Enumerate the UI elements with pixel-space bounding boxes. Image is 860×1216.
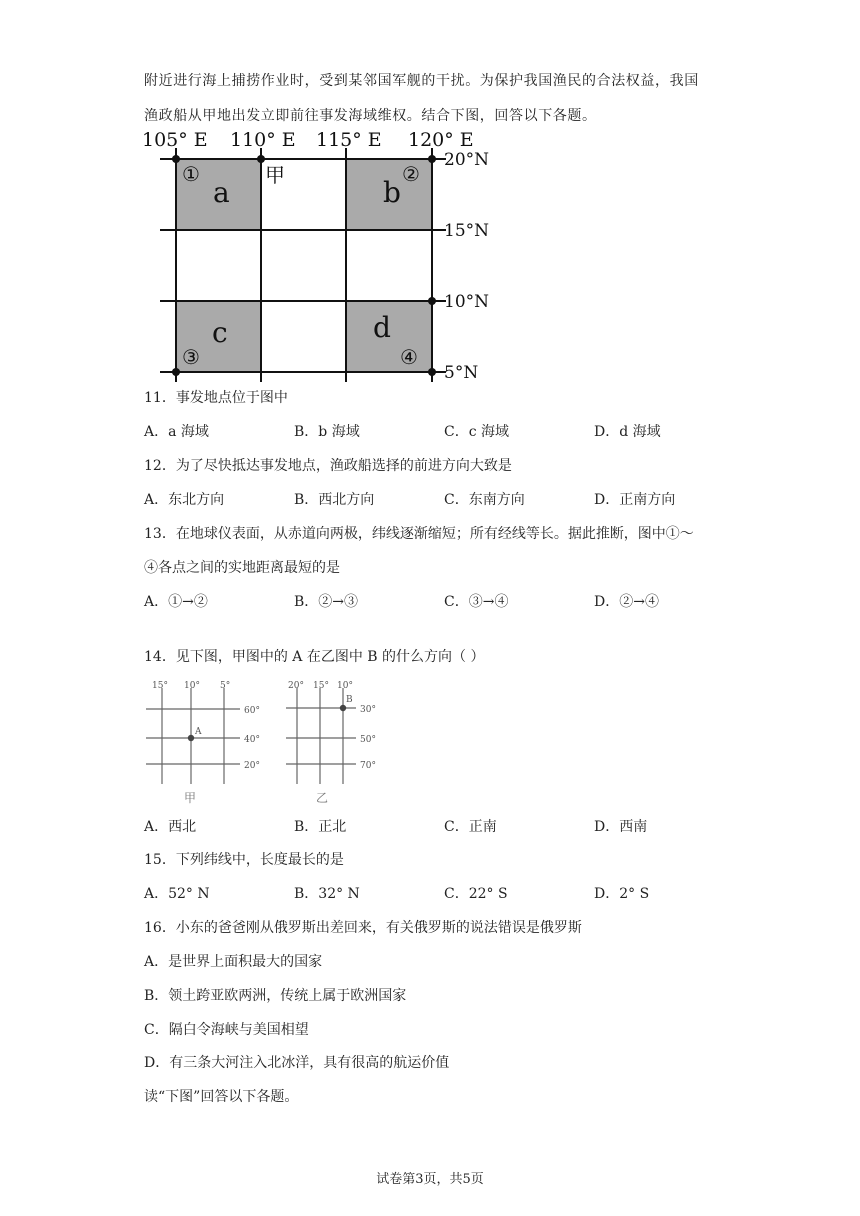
yi-lat-50: 50° [360, 735, 376, 745]
point-b-label: B [346, 695, 353, 705]
lat-label-10: 10°N [444, 292, 490, 312]
q13-option-c: C．③→④ [444, 594, 509, 610]
question-14-stem: 14．见下图，甲图中的 A 在乙图中 B 的什么方向（ ） [144, 649, 485, 665]
q13-option-d: D．②→④ [594, 594, 659, 610]
lat-label-15: 15°N [444, 221, 490, 241]
region-d-label: d [373, 311, 391, 344]
point-jia-dot [257, 155, 265, 163]
jia-lon-15: 15° [152, 681, 168, 691]
question-13-stem: 13．在地球仪表面，从赤道向两极，纬线逐渐缩短；所有经线等长。据此推断，图中①～ [144, 526, 694, 542]
q14-option-d: D．西南 [594, 819, 648, 835]
yi-caption: 乙 [316, 791, 329, 805]
point-3-dot [172, 368, 180, 376]
q13-option-b: B．②→③ [294, 594, 359, 610]
q14-option-a: A．西北 [144, 819, 197, 835]
point-3-label: ③ [182, 345, 200, 369]
q12-option-c: C．东南方向 [444, 492, 525, 508]
closing-instruction: 读“下图”回答以下各题。 [144, 1089, 299, 1105]
region-b-label: b [383, 176, 401, 209]
q16-option-d: D．有三条大河注入北冰洋，具有很高的航运价值 [144, 1055, 450, 1071]
jia-yi-grid-figure [140, 676, 400, 808]
place-jia-label: 甲 [265, 163, 285, 187]
q16-option-b: B．领土跨亚欧两洲，传统上属于欧洲国家 [144, 988, 407, 1004]
jia-caption: 甲 [184, 791, 197, 805]
point-1-dot [172, 155, 180, 163]
q11-option-d: D．d 海域 [594, 424, 661, 440]
lon-label-105: 105° E [142, 129, 208, 151]
point-2-dot [428, 155, 436, 163]
question-13-stem-cont: ④各点之间的实地距离最短的是 [144, 560, 340, 576]
question-12-stem: 12．为了尽快抵达事发地点，渔政船选择的前进方向大致是 [144, 458, 512, 474]
point-a-label: A [195, 727, 202, 737]
lon-label-110: 110° E [230, 129, 296, 151]
point-b-dot [340, 705, 346, 711]
q12-option-d: D．正南方向 [594, 492, 676, 508]
yi-lon-15: 15° [313, 681, 329, 691]
point-10n-dot [428, 297, 436, 305]
page-footer: 试卷第3页，共5页 [376, 1172, 484, 1187]
q16-option-a: A．是世界上面积最大的国家 [144, 954, 323, 970]
jia-lon-10: 10° [184, 681, 200, 691]
yi-lat-70: 70° [360, 761, 376, 771]
intro-line-1: 附近进行海上捕捞作业时，受到某邻国军舰的干扰。为保护我国渔民的合法权益，我国 [144, 73, 699, 89]
jia-lat-60: 60° [244, 706, 260, 716]
jia-lat-40: 40° [244, 735, 260, 745]
q15-option-c: C．22° S [444, 886, 508, 902]
q16-option-c: C．隔白令海峡与美国相望 [144, 1022, 309, 1038]
q15-option-b: B．32° N [294, 886, 360, 902]
q14-option-b: B．正北 [294, 819, 347, 835]
q14-option-c: C．正南 [444, 819, 497, 835]
lon-label-120: 120° E [408, 129, 474, 151]
jia-lon-5: 5° [220, 681, 231, 691]
q15-option-a: A．52° N [144, 886, 210, 902]
jia-lat-20: 20° [244, 761, 260, 771]
intro-line-2: 渔政船从甲地出发立即前往事发海域维权。结合下图，回答以下各题。 [144, 108, 597, 124]
lat-lon-grid-map [130, 128, 510, 384]
point-2-label: ② [402, 162, 420, 186]
q13-option-a: A．①→② [144, 594, 208, 610]
q12-option-a: A．东北方向 [144, 492, 225, 508]
point-4-label: ④ [400, 345, 418, 369]
lat-label-5: 5°N [444, 363, 479, 383]
q11-option-b: B．b 海域 [294, 424, 360, 440]
yi-lon-20: 20° [288, 681, 304, 691]
yi-lat-30: 30° [360, 705, 376, 715]
question-11-stem: 11．事发地点位于图中 [144, 390, 288, 406]
question-15-stem: 15．下列纬线中，长度最长的是 [144, 852, 344, 868]
lon-label-115: 115° E [316, 129, 382, 151]
region-a-label: a [213, 176, 230, 209]
q11-option-a: A．a 海域 [144, 424, 209, 440]
question-16-stem: 16．小东的爸爸刚从俄罗斯出差回来，有关俄罗斯的说法错误是俄罗斯 [144, 920, 582, 936]
q15-option-d: D．2° S [594, 886, 650, 902]
point-a-dot [188, 735, 194, 741]
q11-option-c: C．c 海域 [444, 424, 510, 440]
point-4-dot [428, 368, 436, 376]
region-c-label: c [212, 316, 228, 349]
point-1-label: ① [182, 162, 200, 186]
yi-lon-10: 10° [337, 681, 353, 691]
q12-option-b: B．西北方向 [294, 492, 375, 508]
lat-label-20: 20°N [444, 150, 490, 170]
